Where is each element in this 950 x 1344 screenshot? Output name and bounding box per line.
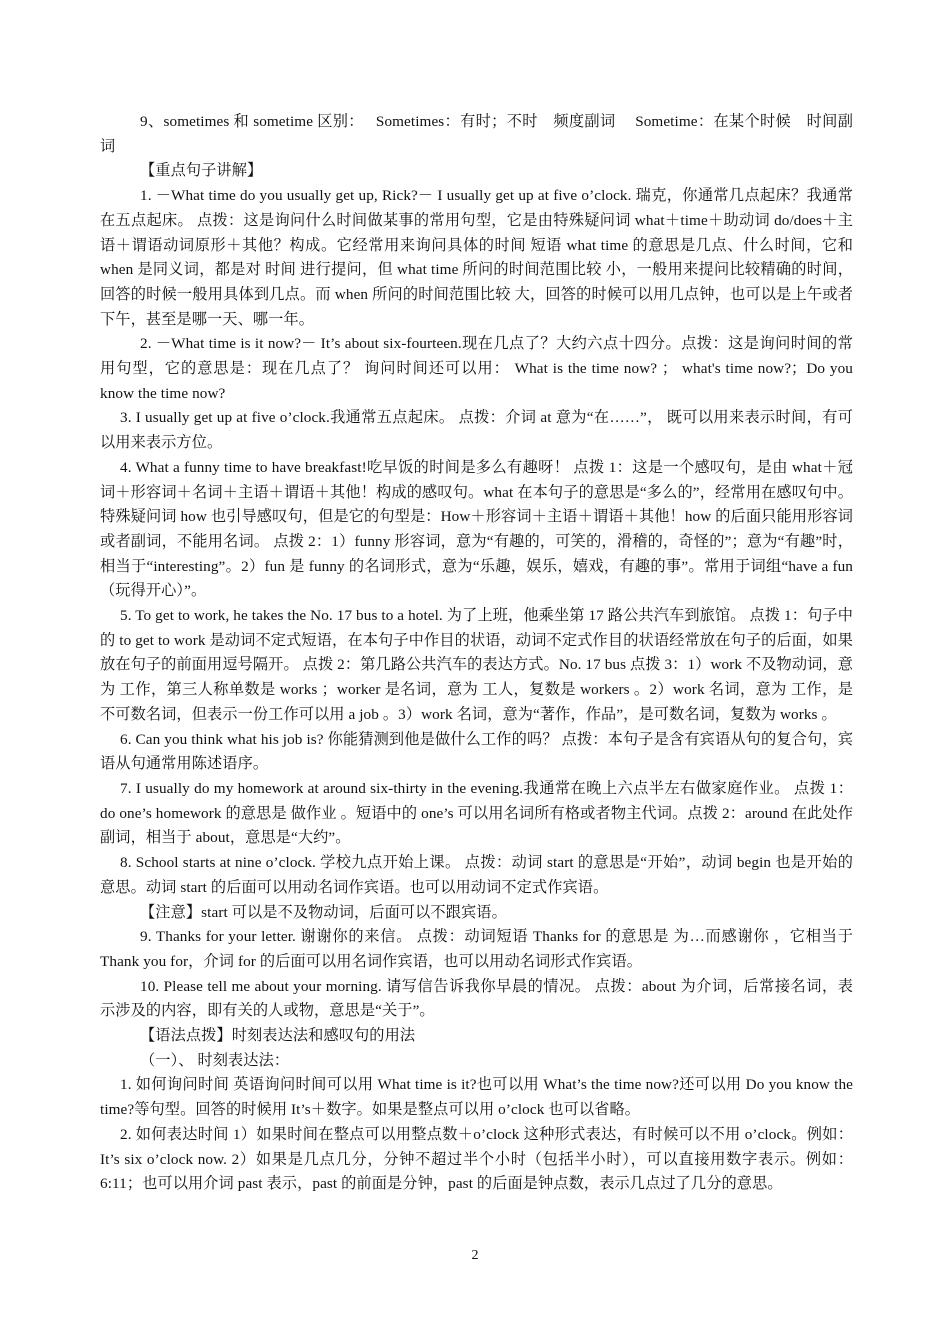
paragraph-16: 1. 如何询问时间 英语询问时间可以用 What time is it?也可以用 What’s the time now?还可以用 Do you know the time?等句型。回答的时候用 It’s＋数字。如果是整点可以用 o’clock 也可以省略。 (100, 1076, 853, 1119)
paragraph-13: 10. Please tell me about your morning. 请写信告诉我你早晨的情况。 点拨：about 为介词，后常接名词，表示涉及的内容，即有关的人或物，意思是“关于”。 (100, 977, 853, 1020)
document-body (100, 110, 853, 1197)
paragraph-3: 1. －What time do you usually get up, Rick?－ I usually get up at five o’clock. 瑞克，你通常几点起床？我通常在五点起床。 点拨：这是询问什么时间做某事的常用句型，它是由特殊疑问词 what＋time＋助动词 do/does＋主语＋谓语动词原形＋其他？构成。它经常用来询问具体的时间 短语 what time 的意思是几点、什么时间，它和 when 是同义词，都是对 时间 进行提问，但 what time 所问的时间范围比较 小，一般用来提问比较精确的时间，回答的时候一般用具体到几点。而 when 所问的时间范围比较 大，回答的时候可以用几点钟，也可以是上午或者下午，甚至是哪一天、哪一年。 (100, 187, 853, 328)
paragraph-14: 【语法点拨】时刻表达法和感叹句的用法 (140, 1027, 416, 1045)
paragraph-4: 2. －What time is it now?－ It’s about six-fourteen.现在几点了？大约六点十四分。点拨：这是询问时间的常用句型，它的意思是：现在几点了？ 询问时间还可以用： What is the time now? ； what's time now?；Do you know the time now? (100, 335, 853, 402)
paragraph-15: （一）、 时刻表达法： (140, 1051, 290, 1069)
paragraph-10: 8. School starts at nine o’clock. 学校九点开始上课。 点拨：动词 start 的意思是“开始”，动词 begin 也是开始的意思。动词 start 的后面可以用动名词作宾语。也可以用动词不定式作宾语。 (100, 854, 853, 896)
paragraph-2: 【重点句子讲解】 (140, 162, 263, 180)
paragraph-17: 2. 如何表达时间 1）如果时间在整点可以用整点数＋o’clock 这种形式表达，有时候可以不用 o’clock。例如：It’s six o’clock now. 2）如果是几点几分，分钟不超过半个小时（包括半小时），可以直接用数字表示。例如：6:11；也可以用介词 past 表示，past 的前面是分钟，past 的后面是钟点数，表示几点过了几分的意思。 (100, 1125, 853, 1193)
paragraph-11: 【注意】start 可以是不及物动词，后面可以不跟宾语。 (140, 903, 507, 921)
paragraph-6: 4. What a funny time to have breakfast!吃早饭的时间是多么有趣呀！ 点拨 1：这是一个感叹句，是由 what＋冠词＋形容词＋名词＋主语＋谓语＋其他！构成的感叹句。what 在本句子的意思是“多么的”，经常用在感叹句中。 特殊疑问词 how 也引导感叹句，但是它的句型是：How＋形容词＋主语＋谓语＋其他！how 的后面只能用形容词或者副词，不能用名词。 点拨 2：1）funny 形容词，意为“有趣的，可笑的，滑稽的，奇怪的”；意为“有趣”时，相当于“interesting”。2）fun 是 funny 的名词形式，意为“乐趣，娱乐，嬉戏，有趣的事”。常用于词组“have a fun （玩得开心）”。 (100, 458, 853, 600)
paragraph-12: 9. Thanks for your letter. 谢谢你的来信。 点拨：动词短语 Thanks for 的意思是 为…而感谢你 ，它相当于 Thank you for，介词 for 的后面可以用名词作宾语，也可以用动名词形式作宾语。 (100, 928, 853, 970)
paragraph-9: 7. I usually do my homework at around six-thirty in the evening.我通常在晚上六点半左右做家庭作业。 点拨 1：do one’s homework 的意思是 做作业 。短语中的 one’s 可以用名词所有格或者物主代词。点拨 2：around 在此处作副词，相当于 about，意思是“大约”。 (100, 779, 853, 847)
page-number: 2 (471, 1248, 479, 1263)
paragraph-5: 3. I usually get up at five o’clock.我通常五点起床。 点拨：介词 at 意为“在……”， 既可以用来表示时间，有可以用来表示方位。 (100, 409, 853, 452)
paragraph-8: 6. Can you think what his job is? 你能猜测到他是做什么工作的吗？ 点拨：本句子是含有宾语从句的复合句，宾语从句通常用陈述语序。 (100, 730, 853, 773)
paragraph-7: 5. To get to work, he takes the No. 17 bus to a hotel. 为了上班，他乘坐第 17 路公共汽车到旅馆。 点拨 1：句子中的 to get to work 是动词不定式短语，在本句子中作目的状语，动词不定式作目的状语经常放在句子的后面，如果放在句子的前面用逗号隔开。 点拨 2：第几路公共汽车的表达方式。No. 17 bus 点拨 3：1）work 不及物动词，意为 工作，第三人称单数是 works ；worker 是名词，意为 工人，复数是 workers 。2）work 名词，意为 工作，是不可数名词，但表示一份工作可以用 a job 。3）work 名词，意为“著作，作品”，是可数名词，复数为 works 。 (100, 607, 853, 723)
paragraph-1: 9、sometimes 和 sometime 区别： Sometimes：有时；不时 频度副词 Sometime：在某个时候 时间副词 (100, 113, 853, 155)
